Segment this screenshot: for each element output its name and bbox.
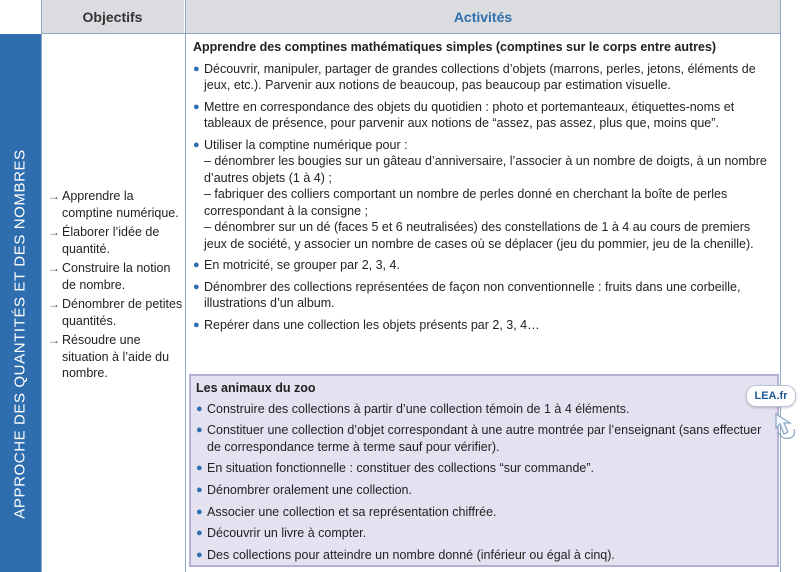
objective-item: → Résoudre une situation à l’aide du nombre. bbox=[48, 333, 170, 380]
activity-item: ● Mettre en correspondance des objets du quotidien : photo et portemanteaux, étiquettes-noms et tableaux de présence, pour parvenir aux notions de “assez, pas assez, plus que, moins que”. bbox=[193, 99, 735, 130]
bullet-icon: ● bbox=[196, 549, 203, 562]
activity-item: ● Utiliser la comptine numérique pour : – dénombrer les bougies sur un gâteau d’anniversaire, l’associer à un nombre de doigts, à un nombre d’autres objets (1 à 4) ; – fabriquer des colliers comportant un nombre de perles donné en cherchant la boîte de perles correspondant à la consigne ; – dénombrer sur un dé (faces 5 et 6 neutralisées) des constellations de 1 à 4 au cours de premiers jeux de société, y associer un nombre de cases où se déplacer (jeu du pommier, jeu de la chenille). bbox=[193, 137, 775, 253]
bullet-icon: ● bbox=[193, 100, 200, 113]
zoo-item: ● Dénombrer oralement une collection. bbox=[196, 483, 412, 498]
column-divider bbox=[780, 0, 781, 572]
objective-item: → Dénombrer de petites quantités. bbox=[48, 297, 183, 328]
zoo-title: Les animaux du zoo bbox=[196, 381, 316, 395]
zoo-item: ● Construire des collections à partir d’une collection témoin de 1 à 4 éléments. bbox=[196, 401, 630, 416]
column-divider bbox=[41, 0, 42, 572]
arrow-icon: → bbox=[48, 189, 60, 203]
activity-subline: – dénombrer sur un dé (faces 5 et 6 neutralisées) des constellations de 1 à 4 au cours de premiers jeux de société, y associer un nombre de cases où se déplacer (jeu du pommier, jeu de la chenille). bbox=[204, 220, 754, 251]
activities-list bbox=[193, 39, 775, 338]
section-sidebar bbox=[0, 34, 41, 572]
bullet-icon: ● bbox=[196, 505, 203, 518]
bullet-icon: ● bbox=[196, 484, 203, 497]
arrow-icon: → bbox=[48, 261, 60, 275]
hand-cursor-icon bbox=[772, 412, 798, 442]
objectives-list bbox=[48, 188, 184, 385]
bullet-icon: ● bbox=[196, 424, 203, 437]
activity-item: ● Découvrir, manipuler, partager de grandes collections d’objets (marrons, perles, jetons, éléments de jeux, etc.). Parvenir aux notions de beaucoup, pas beaucoup par estimation visuelle. bbox=[193, 61, 756, 92]
objective-item: → Apprendre la comptine numérique. bbox=[48, 189, 179, 220]
activity-item: ● Dénombrer des collections représentées de façon non conventionnelle : fruits dans une corbeille, illustrations d’un album. bbox=[193, 279, 741, 310]
objective-item: → Élaborer l’idée de quantité. bbox=[48, 225, 160, 256]
arrow-icon: → bbox=[48, 297, 60, 311]
arrow-icon: → bbox=[48, 333, 60, 347]
bullet-icon: ● bbox=[193, 259, 200, 271]
activity-subline: – fabriquer des colliers comportant un nombre de perles donné en cherchant la boîte de perles correspondant à la consigne ; bbox=[204, 187, 728, 218]
header-activites: Activités bbox=[186, 0, 780, 33]
bullet-icon: ● bbox=[193, 280, 200, 293]
header-objectifs: Objectifs bbox=[41, 0, 184, 33]
lea-link-badge[interactable]: LEA.fr bbox=[746, 385, 796, 407]
zoo-item: ● Des collections pour atteindre un nombre donné (inférieur ou égal à cinq). bbox=[196, 548, 615, 563]
zoo-item: ● En situation fonctionnelle : constituer des collections “sur commande”. bbox=[196, 461, 594, 476]
bullet-icon: ● bbox=[196, 402, 203, 415]
activity-item: ● En motricité, se grouper par 2, 3, 4. bbox=[193, 258, 400, 272]
section-title: APPROCHE DES QUANTITÉS ET DES NOMBRES bbox=[11, 149, 29, 519]
bullet-icon: ● bbox=[193, 62, 200, 75]
zoo-box bbox=[189, 374, 779, 567]
activities-title: Apprendre des comptines mathématiques simples (comptines sur le corps entre autres) bbox=[193, 40, 717, 54]
header-divider bbox=[41, 33, 780, 34]
arrow-icon: → bbox=[48, 225, 60, 239]
bullet-icon: ● bbox=[196, 462, 203, 475]
column-divider bbox=[185, 0, 186, 572]
bullet-icon: ● bbox=[193, 318, 200, 331]
activity-subline: – dénombrer les bougies sur un gâteau d’anniversaire, l’associer à un nombre de doigts, à un nombre d’autres objets (1 à 4) ; bbox=[204, 154, 767, 185]
bullet-icon: ● bbox=[196, 527, 203, 540]
bullet-icon: ● bbox=[193, 138, 200, 151]
activity-item: ● Repérer dans une collection les objets présents par 2, 3, 4… bbox=[193, 317, 540, 332]
zoo-item: ● Constituer une collection d’objet correspondant à une autre montrée par l’enseignant (sans effectuer de correspondance terme à terme sauf pour vérifier). bbox=[196, 423, 762, 454]
zoo-item: ● Découvrir un livre à compter. bbox=[196, 526, 367, 541]
objective-item: → Construire la notion de nombre. bbox=[48, 261, 171, 292]
zoo-item: ● Associer une collection et sa représentation chiffrée. bbox=[196, 504, 497, 519]
